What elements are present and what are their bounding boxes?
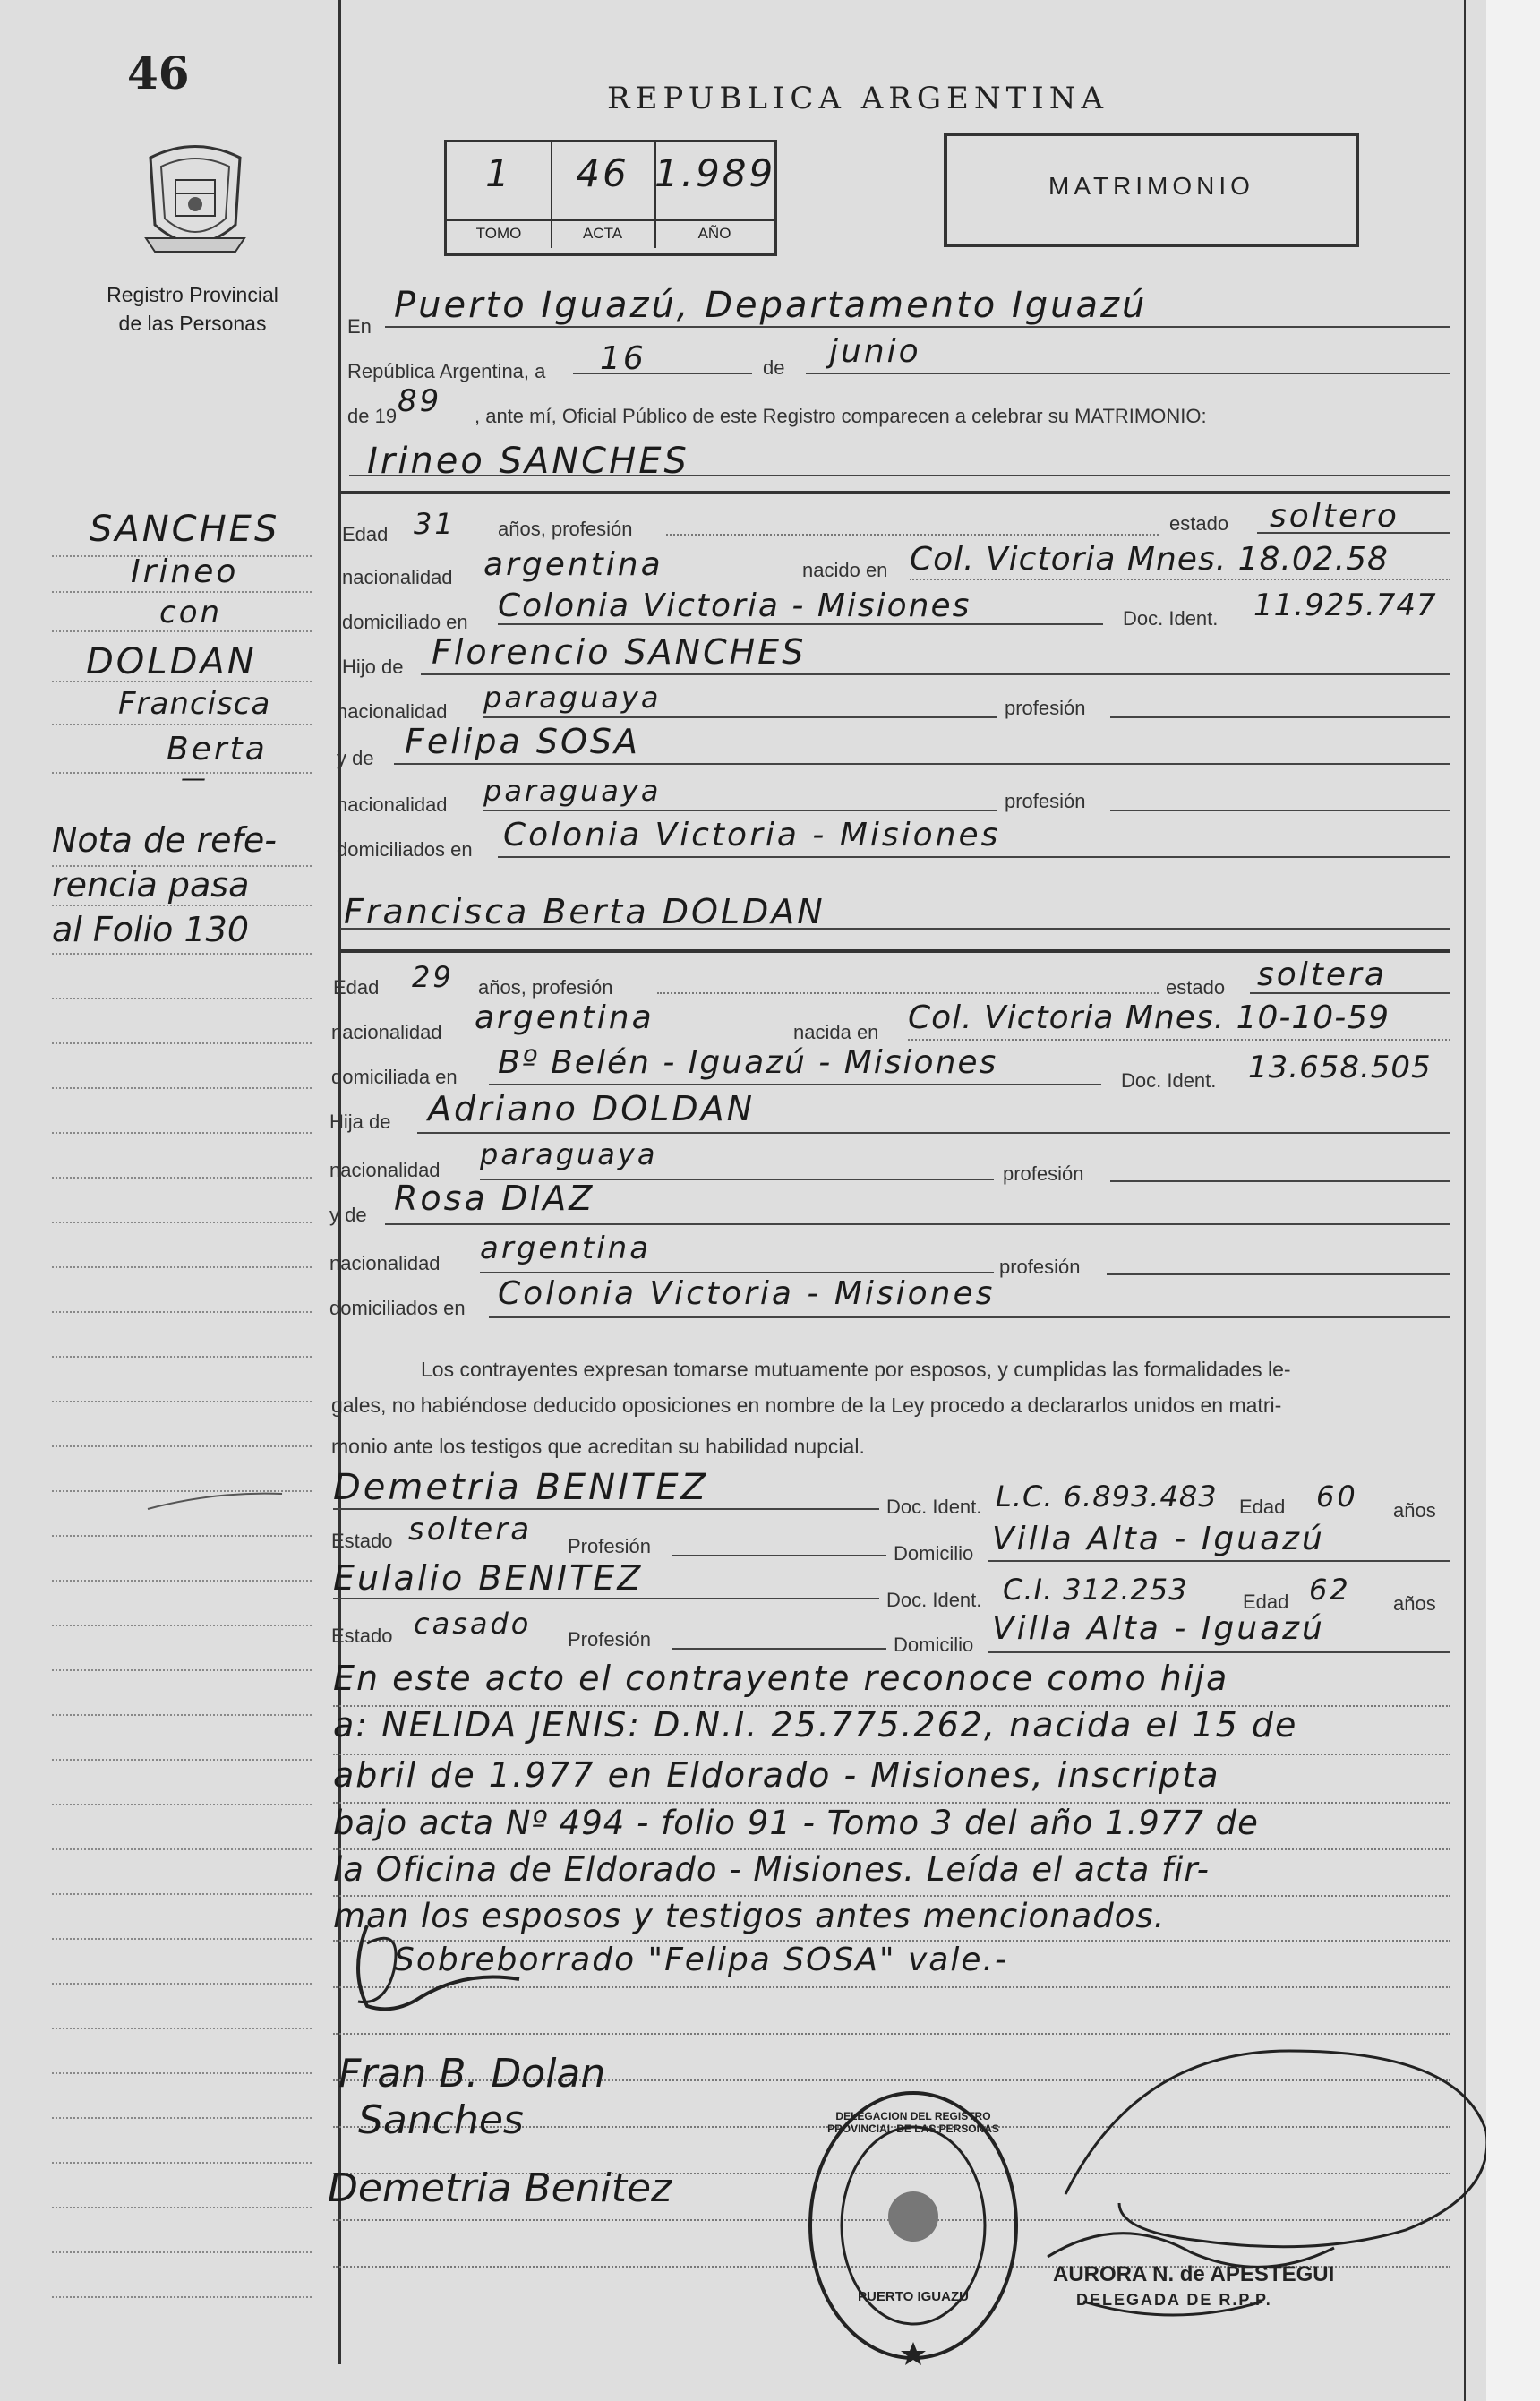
witness1-age-label: Edad	[1239, 1496, 1286, 1518]
margin-note-line3: al Folio 130	[52, 910, 250, 949]
margin-dash: —	[181, 763, 209, 793]
official-initial-signature-icon	[340, 1917, 537, 2024]
bride-father-label: Hija de	[329, 1110, 391, 1133]
record-type: MATRIMONIO	[1048, 172, 1254, 200]
groom-born: Col. Victoria Mnes. 18.02.58	[910, 541, 1389, 578]
bride-mother-nac: argentina	[480, 1231, 652, 1266]
tomo-value: 1	[485, 151, 512, 195]
acta-value: 46	[576, 151, 629, 195]
bride-doc-label: Doc. Ident.	[1121, 1069, 1217, 1092]
annotation-line6: man los esposos y testigos antes mencionados.	[333, 1897, 1166, 1935]
annotation-line1: En este acto el contrayente reconoce como hija	[333, 1659, 1229, 1698]
margin-groom-surname: SANCHES	[90, 509, 280, 550]
ano-cell	[654, 142, 774, 248]
bride-parents-dom: Colonia Victoria - Misiones	[498, 1275, 996, 1312]
groom-name: Irineo SANCHES	[367, 441, 689, 482]
statement: , ante mí, Oficial Público de este Registro comparecen a celebrar su MATRIMONIO:	[475, 405, 1207, 427]
annotation-line2: a: NELIDA JENIS: D.N.I. 25.775.262, nacida el 15 de	[333, 1705, 1298, 1745]
groom-mother-nac: paraguaya	[483, 774, 662, 808]
witness1-estado: soltera	[408, 1512, 533, 1548]
witness1-doc: L.C. 6.893.483	[996, 1479, 1218, 1513]
bride-father: Adriano DOLDAN	[428, 1089, 756, 1128]
ano-value: 1.989	[654, 151, 776, 195]
bride-doc: 13.658.505	[1248, 1050, 1432, 1085]
bride-father-prof-label: profesión	[1003, 1162, 1084, 1185]
groom-estado-label: estado	[1169, 512, 1229, 535]
groom-parents-dom-label: domiciliados en	[337, 838, 473, 861]
witness1-prof-label: Profesión	[568, 1535, 651, 1557]
ano-label: AÑO	[654, 219, 774, 243]
groom-doc: 11.925.747	[1253, 587, 1437, 623]
declaration-line2: gales, no habiéndose deducido oposiciones en nombre de la Ley procedo a declararlos unidos en matri-	[331, 1393, 1282, 1417]
de-label: de	[763, 356, 785, 379]
bride-estado-label: estado	[1166, 976, 1226, 999]
bride-born-label: nacida en	[793, 1021, 879, 1043]
groom-parents-dom: Colonia Victoria - Misiones	[503, 817, 1001, 853]
witness2-years-label: años	[1393, 1592, 1436, 1615]
groom-mother: Felipa SOSA	[405, 722, 640, 761]
page-edge	[1486, 0, 1540, 2401]
margin-stroke	[143, 1487, 287, 1513]
bride-father-nac-label: nacionalidad	[329, 1159, 441, 1181]
witness2-doc-label: Doc. Ident.	[886, 1589, 982, 1611]
page-number: 46	[127, 47, 190, 99]
stamp-ring-text: DELEGACION DEL REGISTRO PROVINCIAL DE LAS PERSONAS	[827, 2110, 999, 2135]
bride-mother-nac-label: nacionalidad	[329, 1252, 441, 1274]
bride-name: Francisca Berta DOLDAN	[344, 892, 826, 931]
witness1-dom-label: Domicilio	[894, 1542, 974, 1565]
tomo-label: TOMO	[447, 219, 551, 243]
groom-mother-nac-label: nacionalidad	[337, 793, 448, 816]
place-value: Puerto Iguazú, Departamento Iguazú	[394, 285, 1148, 326]
witness2-name: Eulalio BENITEZ	[333, 1558, 644, 1598]
year-suffix: 89	[398, 383, 442, 419]
bride-dom-label: domiciliada en	[331, 1066, 458, 1088]
bride-born: Col. Victoria Mnes. 10-10-59	[908, 999, 1390, 1036]
witness1-estado-label: Estado	[331, 1530, 393, 1552]
groom-age-label: Edad	[342, 523, 389, 545]
witness2-domicile: Villa Alta - Iguazú	[992, 1610, 1325, 1647]
groom-mother-label: y de	[337, 747, 374, 769]
margin-con: con	[159, 595, 223, 630]
province-seal-icon	[141, 140, 249, 265]
bride-age-label: Edad	[333, 976, 380, 999]
bride-mother-label: y de	[329, 1204, 367, 1226]
margin-bride-name2: Berta	[167, 731, 268, 767]
en-label: En	[347, 315, 372, 338]
groom-years-label: años, profesión	[498, 518, 633, 540]
year-prefix: de 19	[347, 405, 398, 427]
witness2-prof-label: Profesión	[568, 1628, 651, 1651]
groom-nationality: argentina	[483, 546, 663, 583]
witness1-doc-label: Doc. Ident.	[886, 1496, 982, 1518]
bride-father-nac: paraguaya	[480, 1137, 658, 1171]
witness1-domicile: Villa Alta - Iguazú	[992, 1521, 1325, 1557]
republica-label: República Argentina, a	[347, 360, 546, 382]
day-value: 16	[600, 340, 646, 377]
tomo-cell	[447, 142, 552, 248]
annotation-line5: la Oficina de Eldorado - Misiones. Leída el acta fir-	[333, 1850, 1210, 1889]
signature-witness: Demetria Benitez	[328, 2165, 672, 2211]
stamp-city-text: PUERTO IGUAZU	[858, 2289, 969, 2304]
groom-estado: soltero	[1270, 498, 1399, 535]
groom-father-label: Hijo de	[342, 656, 404, 678]
groom-dom-label: domiciliado en	[342, 611, 468, 633]
groom-doc-label: Doc. Ident.	[1123, 607, 1219, 630]
witness2-age-label: Edad	[1243, 1591, 1289, 1613]
groom-father: Florencio SANCHES	[432, 632, 807, 672]
bride-nac-label: nacionalidad	[331, 1021, 442, 1043]
bride-age: 29	[412, 960, 454, 994]
registry-name-line1: Registro Provincial	[107, 283, 278, 306]
groom-father-nac: paraguaya	[483, 681, 662, 715]
registry-name-line2: de las Personas	[118, 312, 267, 335]
groom-born-label: nacido en	[802, 559, 888, 581]
groom-domicile: Colonia Victoria - Misiones	[498, 587, 971, 624]
witness2-dom-label: Domicilio	[894, 1634, 974, 1656]
margin-bride-surname: DOLDAN	[86, 641, 257, 682]
official-name: AURORA N. de APESTEGUI	[1053, 2262, 1335, 2286]
annotation-line4: bajo acta Nº 494 - folio 91 - Tomo 3 del año 1.977 de	[333, 1804, 1259, 1842]
annotation-line7: Sobreborrado "Felipa SOSA" vale.-	[394, 1942, 1008, 1978]
signature-groom: Sanches	[358, 2097, 524, 2143]
witness1-name: Demetria BENITEZ	[333, 1467, 708, 1508]
bride-parents-dom-label: domiciliados en	[329, 1297, 466, 1319]
witness2-estado-label: Estado	[331, 1625, 393, 1647]
republic-title: REPUBLICA ARGENTINA	[607, 81, 1109, 116]
record-type-box	[944, 133, 1359, 247]
declaration-line3: monio ante los testigos que acreditan su habilidad nupcial.	[331, 1435, 865, 1458]
bride-mother: Rosa DIAZ	[394, 1179, 595, 1218]
margin-bride-name1: Francisca	[118, 686, 271, 722]
bride-years-label: años, profesión	[478, 976, 613, 999]
acta-label: ACTA	[551, 219, 654, 243]
margin-note-line1: Nota de refe-	[52, 820, 277, 860]
groom-age: 31	[414, 507, 456, 541]
signature-bride: Fran B. Dolan	[338, 2051, 606, 2097]
official-title: DELEGADA DE R.P.P.	[1076, 2291, 1272, 2309]
witness1-age: 60	[1316, 1479, 1358, 1513]
month-value: junio	[829, 333, 921, 370]
bride-mother-prof-label: profesión	[999, 1256, 1081, 1278]
bride-estado: soltera	[1257, 956, 1387, 993]
record-number-box	[444, 140, 777, 256]
groom-mother-prof-label: profesión	[1005, 790, 1086, 812]
groom-father-prof-label: profesión	[1005, 697, 1086, 719]
witness2-age: 62	[1309, 1573, 1351, 1607]
groom-father-nac-label: nacionalidad	[337, 700, 448, 723]
declaration-line1: Los contrayentes expresan tomarse mutuamente por esposos, y cumplidas las formalidades le-	[421, 1358, 1291, 1381]
witness2-doc: C.I. 312.253	[1003, 1573, 1188, 1607]
margin-note-line2: rencia pasa	[52, 865, 250, 905]
margin-groom-name: Irineo	[131, 553, 239, 590]
bride-domicile: Bº Belén - Iguazú - Misiones	[498, 1044, 998, 1081]
acta-cell	[551, 142, 656, 248]
witness2-estado: casado	[414, 1607, 532, 1641]
witness1-years-label: años	[1393, 1499, 1436, 1522]
annotation-line3: abril de 1.977 en Eldorado - Misiones, inscripta	[333, 1755, 1220, 1795]
groom-nac-label: nacionalidad	[342, 566, 453, 588]
bride-nationality: argentina	[475, 999, 654, 1036]
